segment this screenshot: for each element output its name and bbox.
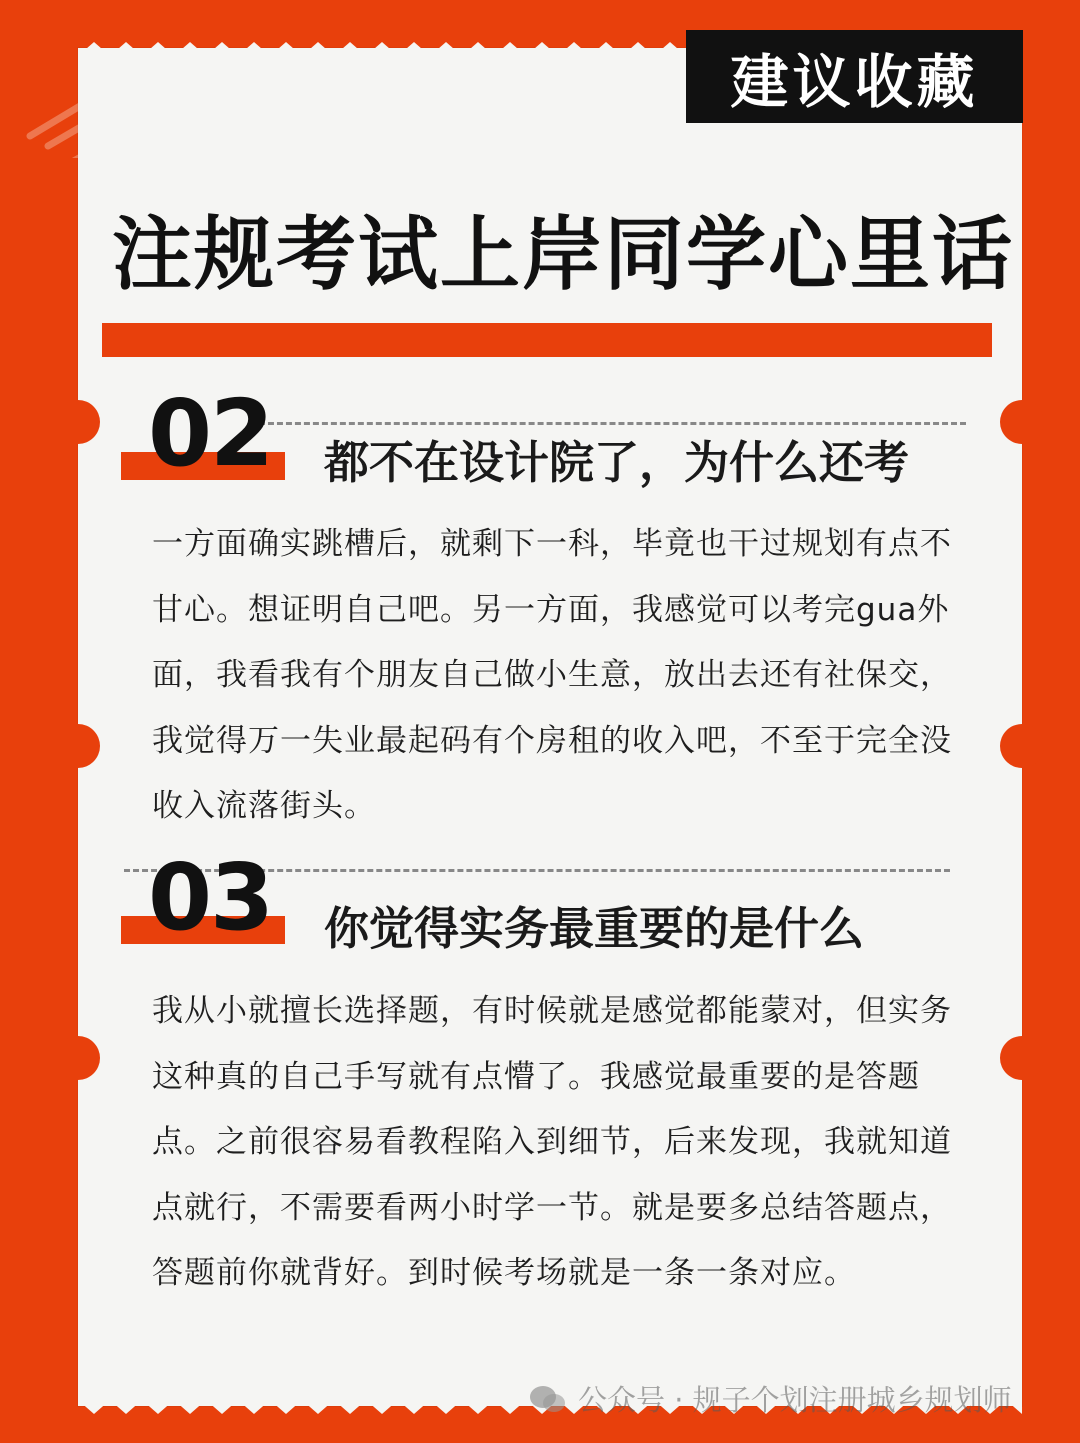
- bookmark-badge: [686, 30, 1023, 123]
- section-number: 02: [148, 380, 273, 487]
- right-notch: [1000, 724, 1044, 768]
- left-notch: [56, 400, 100, 444]
- watermark: [528, 1378, 1012, 1419]
- wechat-icon: [528, 1384, 568, 1414]
- title-underline-bar: [102, 323, 992, 357]
- page-title: 注规考试上岸同学心里话: [112, 208, 1014, 301]
- left-notch: [56, 724, 100, 768]
- watermark-text: 公众号 · 规子个划注册城乡规划师: [578, 1383, 1012, 1417]
- section-heading: 都不在设计院了，为什么还考: [324, 436, 910, 489]
- section-body: 一方面确实跳槽后，就剩下一科，毕竟也干过规划有点不甘心。想证明自己吧。另一方面，我感觉可以考完gua外面，我看我有个朋友自己做小生意，放出去还有社保交，我觉得万一失业最起码有个房租的收入吧，不至于完全没收入流落街头。: [152, 526, 952, 824]
- right-notch: [1000, 400, 1044, 444]
- section-heading: 你觉得实务最重要的是什么: [324, 902, 865, 955]
- section-divider: [250, 422, 966, 425]
- right-notch: [1000, 1036, 1044, 1080]
- badge-text: 建议收藏: [730, 47, 979, 116]
- left-notch: [56, 1036, 100, 1080]
- section-number: 03: [148, 844, 273, 951]
- section-body: 我从小就擅长选择题，有时候就是感觉都能蒙对，但实务这种真的自己手写就有点懵了。我感觉最重要的是答题点。之前很容易看教程陷入到细节，后来发现，我就知道点就行，不需要看两小时学一节。就是要多总结答题点，答题前你就背好。到时候考场就是一条一条对应。: [152, 993, 952, 1291]
